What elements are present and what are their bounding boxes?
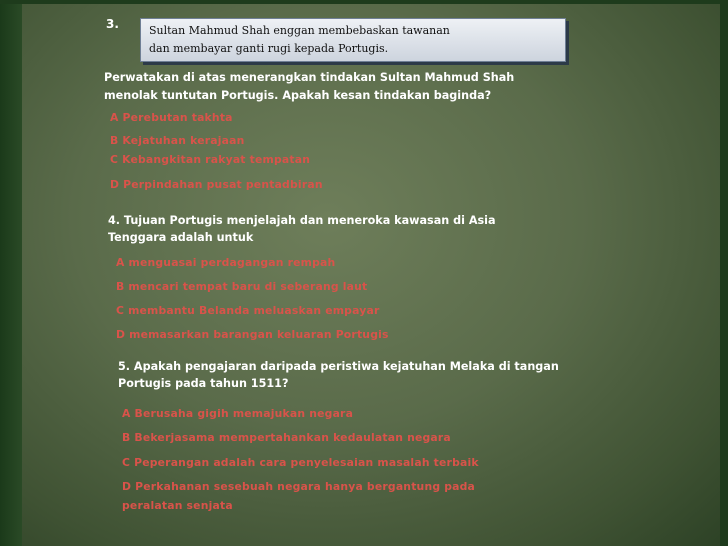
question-3-option-a[interactable]: A Perebutan takhta [110,111,233,124]
question-4-option-a[interactable]: A menguasai perdagangan rempah [116,256,336,269]
question-3-quote-box [140,18,566,62]
question-4-option-d[interactable]: D memasarkan barangan keluaran Portugis [116,328,389,341]
question-5-option-c[interactable]: C Peperangan adalah cara penyelesaian masalah terbaik [122,456,479,469]
quote-line-2: dan membayar ganti rugi kepada Portugis. [149,42,389,55]
question-3-option-c[interactable]: C Kebangkitan rakyat tempatan [110,153,311,166]
question-3-stem-line-2: menolak tuntutan Portugis. Apakah kesan tindakan baginda? [104,89,492,102]
question-5-stem-line-2: Portugis pada tahun 1511? [118,377,289,390]
question-4-stem-line-2: Tenggara adalah untuk [108,231,254,244]
question-4-stem-line-1: 4. Tujuan Portugis menjelajah dan meneroka kawasan di Asia [108,214,496,227]
slide-frame-top [0,0,728,4]
question-3-number: 3. [106,17,119,31]
question-5-option-d-continued[interactable]: peralatan senjata [122,499,233,512]
question-5-option-b[interactable]: B Bekerjasama mempertahankan kedaulatan negara [122,431,451,444]
question-5-option-d[interactable]: D Perkahanan sesebuah negara hanya bergantung pada [122,480,476,493]
question-5-stem-line-1: 5. Apakah pengajaran daripada peristiwa kejatuhan Melaka di tangan [118,360,559,373]
slide-frame-right [720,0,728,546]
quote-line-1: Sultan Mahmud Shah enggan membebaskan tawanan [149,24,450,37]
question-5-option-a[interactable]: A Berusaha gigih memajukan negara [122,407,354,420]
question-3-option-d[interactable]: D Perpindahan pusat pentadbiran [110,178,323,191]
question-3-option-b[interactable]: B Kejatuhan kerajaan [110,134,245,147]
slide-frame-left [0,0,22,546]
question-3-stem-line-1: Perwatakan di atas menerangkan tindakan Sultan Mahmud Shah [104,71,515,84]
question-4-option-b[interactable]: B mencari tempat baru di seberang laut [116,280,368,293]
question-4-option-c[interactable]: C membantu Belanda meluaskan empayar [116,304,380,317]
